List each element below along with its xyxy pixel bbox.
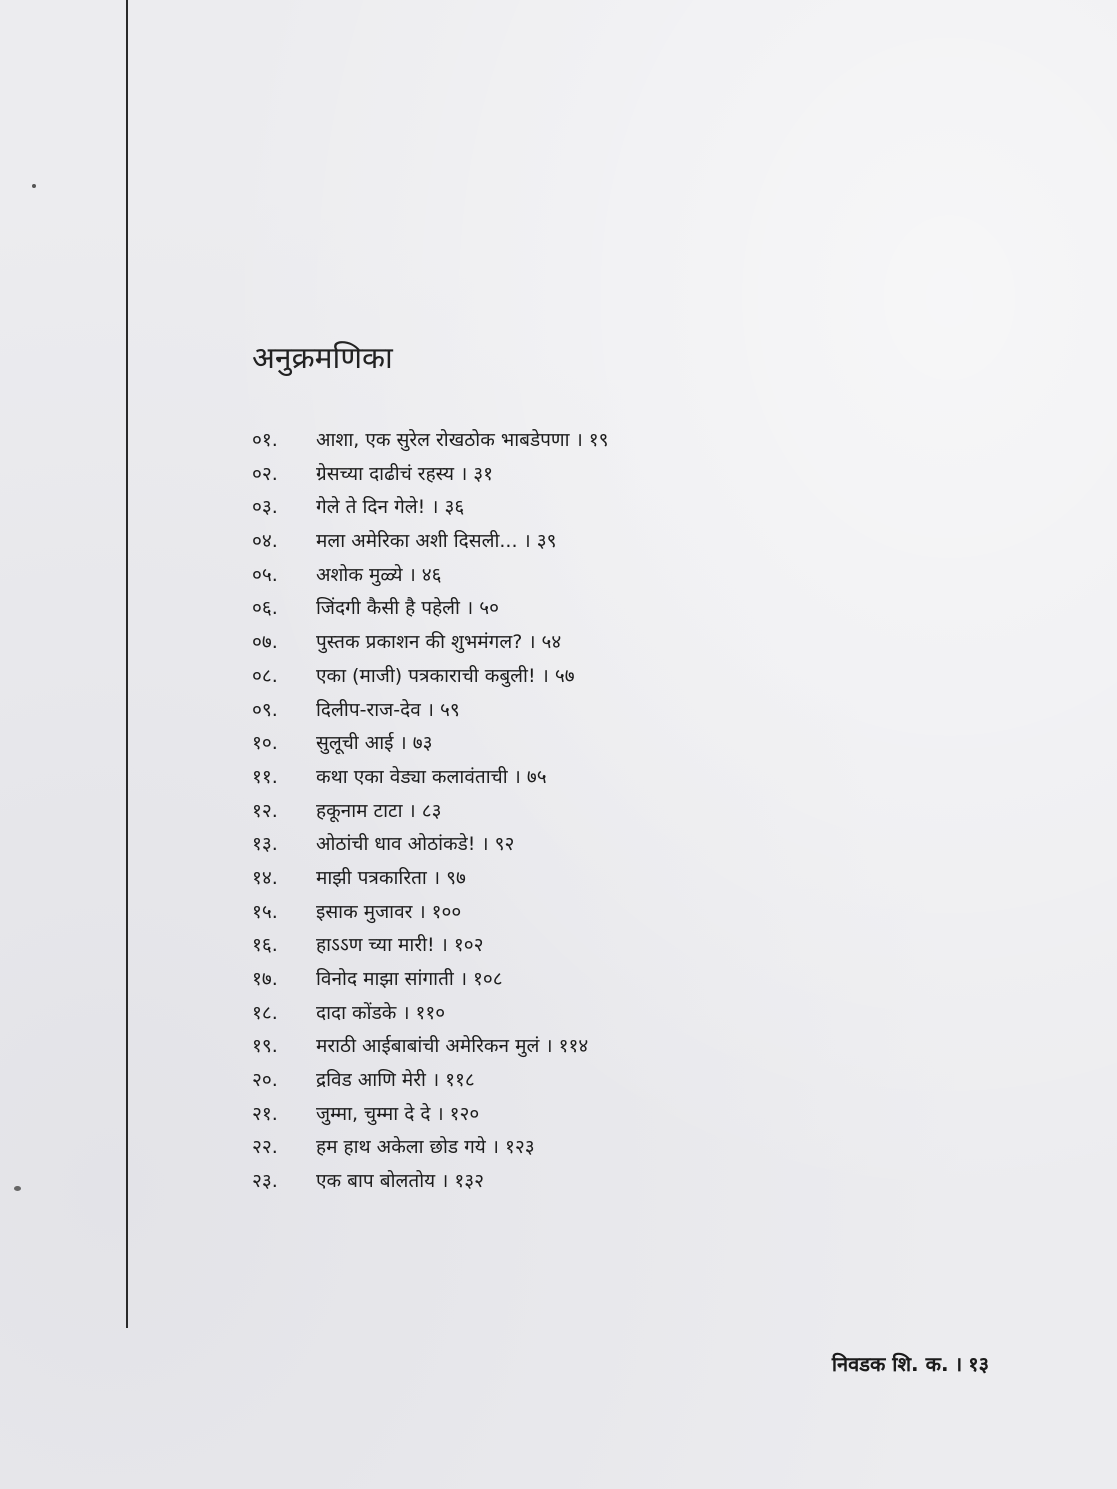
footer-separator: । [954, 1352, 963, 1376]
toc-entry-title: ग्रेसच्या दाढीचं रहस्य [316, 462, 455, 485]
toc-entry-separator: । [465, 597, 474, 620]
toc-title: अनुक्रमणिका [252, 341, 393, 376]
toc-entry-title: कथा एका वेड्या कलावंताची [316, 765, 508, 788]
toc-entry-page: ११० [415, 1001, 446, 1024]
toc-entry-page: १२० [449, 1102, 480, 1125]
toc-entry-number: ०७. [252, 631, 278, 654]
toc-entry-page: ११४ [558, 1035, 589, 1058]
toc-entry [252, 559, 609, 593]
toc-entry-title: माझी पत्रकारिता [316, 866, 427, 889]
toc-entry [252, 424, 609, 458]
toc-entry [252, 862, 609, 896]
toc-entry-separator: । [402, 1001, 410, 1024]
toc-entry-title: जुम्मा, चुम्मा दे दे [316, 1102, 431, 1125]
toc-entry-number: ०९. [252, 698, 278, 721]
toc-entry-title: मला अमेरिका अशी दिसली... [316, 530, 518, 553]
toc-entry-separator: । [441, 1170, 449, 1193]
toc-entry-title: अशोक मुळ्ये [316, 563, 403, 586]
toc-entry-number: ०२. [252, 462, 278, 485]
toc-entry-title: हम हाथ अकेला छोड गये [316, 1136, 486, 1159]
toc-entry-page: ५७ [554, 664, 575, 687]
toc-entry-number: १७. [252, 968, 278, 990]
toc-entry-title: द्रविड आणि मेरी [316, 1069, 426, 1092]
toc-entry-page: ५९ [439, 698, 460, 721]
toc-entry-number: १०. [252, 732, 278, 755]
toc-entry-separator: । [432, 866, 441, 889]
toc-entry-page: ९७ [446, 866, 466, 889]
toc-entry [252, 795, 609, 829]
toc-entry-separator: । [408, 799, 416, 822]
toc-entry [252, 727, 609, 761]
ink-speck [32, 184, 36, 188]
toc-entry-title: हाऽऽण च्या मारी! [316, 934, 435, 957]
toc-list [252, 424, 609, 1199]
toc-entry [252, 963, 609, 997]
toc-entry-number: १४. [252, 866, 278, 889]
toc-entry-separator: । [418, 900, 426, 923]
toc-entry [252, 1064, 609, 1098]
toc-entry [252, 929, 609, 963]
toc-entry-separator: । [491, 1136, 499, 1159]
toc-entry-number: १२. [252, 799, 278, 822]
page-footer [832, 1350, 989, 1377]
toc-entry-number: ०३. [252, 496, 278, 519]
toc-entry-page: ७३ [412, 732, 433, 755]
toc-entry-title: विनोद माझा सांगाती [316, 968, 454, 990]
toc-entry-page: ३१ [473, 462, 494, 485]
toc-entry [252, 626, 609, 660]
footer-book-title: निवडक शि. क. [831, 1352, 949, 1376]
toc-entry-separator: । [523, 530, 531, 553]
toc-entry [252, 1165, 609, 1199]
toc-entry [252, 694, 609, 728]
toc-entry-number: ०६. [252, 597, 278, 620]
toc-entry-title: पुस्तक प्रकाशन की शुभमंगल? [316, 631, 523, 654]
toc-entry-separator: । [541, 664, 549, 687]
toc-entry-page: ५४ [541, 631, 562, 654]
toc-entry-number: ११. [252, 765, 278, 788]
toc-entry-title: आशा, एक सुरेल रोखठोक भाबडेपणा [316, 429, 570, 451]
toc-entry-separator: । [513, 765, 521, 788]
toc-entry [252, 458, 609, 492]
toc-entry-separator: । [426, 698, 434, 721]
toc-entry [252, 761, 609, 795]
toc-entry-page: ७५ [526, 765, 547, 788]
toc-entry-number: ०१. [252, 429, 278, 451]
toc-entry-number: १६. [252, 934, 278, 957]
toc-entry-title: दिलीप-राज-देव [316, 698, 421, 721]
toc-entry-separator: । [481, 833, 489, 856]
toc-entry-page: १२३ [505, 1136, 535, 1159]
ink-speck [14, 1186, 21, 1191]
toc-entry-page: ३६ [444, 496, 465, 519]
toc-entry-separator: । [399, 732, 407, 755]
toc-entry-page: ५० [479, 597, 499, 620]
toc-entry [252, 1098, 609, 1132]
toc-entry [252, 491, 609, 525]
toc-entry-separator: । [545, 1035, 553, 1058]
toc-entry-number: २१. [252, 1102, 278, 1125]
toc-entry-number: १८. [252, 1001, 278, 1024]
toc-entry-number: १९. [252, 1035, 278, 1058]
toc-entry-separator: । [460, 462, 468, 485]
toc-entry [252, 592, 609, 626]
toc-entry [252, 1030, 609, 1064]
toc-entry-title: सुलूची आई [316, 732, 394, 755]
toc-entry-title: दादा कोंडके [316, 1001, 397, 1024]
toc-entry-number: २२. [252, 1136, 278, 1159]
toc-entry-separator: । [528, 631, 536, 654]
toc-entry-page: ९२ [494, 833, 515, 856]
toc-entry-title: एक बाप बोलतोय [316, 1170, 436, 1193]
toc-entry-page: १०० [431, 900, 462, 923]
toc-entry-number: ०८. [252, 664, 278, 687]
toc-entry [252, 525, 609, 559]
toc-entry-number: ०४. [252, 530, 278, 553]
toc-entry-page: ३९ [536, 530, 557, 553]
toc-entry-separator: । [431, 1069, 440, 1092]
margin-rule [126, 0, 128, 1328]
toc-entry [252, 997, 609, 1031]
toc-entry-page: ११८ [445, 1069, 475, 1092]
toc-entry-page: १९ [588, 429, 609, 451]
toc-entry-page: १०८ [473, 968, 503, 990]
toc-entry-separator: । [459, 968, 468, 990]
toc-entry-separator: । [575, 429, 583, 451]
toc-entry-page: १०२ [453, 934, 484, 957]
toc-entry-title: जिंदगी कैसी है पहेली [316, 597, 460, 620]
toc-entry [252, 896, 609, 930]
toc-entry-page: ४६ [421, 563, 442, 586]
toc-entry-number: २०. [252, 1069, 278, 1092]
toc-entry-number: २३. [252, 1170, 278, 1193]
toc-entry [252, 828, 609, 862]
toc-entry [252, 660, 609, 694]
toc-entry-number: १५. [252, 900, 278, 923]
footer-page-number: १३ [968, 1352, 989, 1376]
toc-entry-title: एका (माजी) पत्रकाराची कबुली! [316, 664, 536, 687]
toc-entry-title: ओठांची धाव ओठांकडे! [316, 833, 476, 856]
toc-entry-title: इसाक मुजावर [316, 900, 413, 923]
toc-entry [252, 1131, 609, 1165]
toc-entry-title: हकूनाम टाटा [316, 799, 403, 822]
toc-entry-number: १३. [252, 833, 278, 856]
toc-entry-title: गेले ते दिन गेले! [316, 496, 426, 519]
toc-entry-separator: । [440, 934, 448, 957]
toc-entry-page: १३२ [454, 1170, 485, 1193]
toc-entry-separator: । [431, 496, 439, 519]
toc-entry-separator: । [408, 563, 416, 586]
toc-entry-number: ०५. [252, 563, 278, 586]
toc-entry-separator: । [436, 1102, 444, 1125]
toc-entry-title: मराठी आईबाबांची अमेरिकन मुलं [316, 1035, 540, 1058]
toc-entry-page: ८३ [421, 799, 442, 822]
